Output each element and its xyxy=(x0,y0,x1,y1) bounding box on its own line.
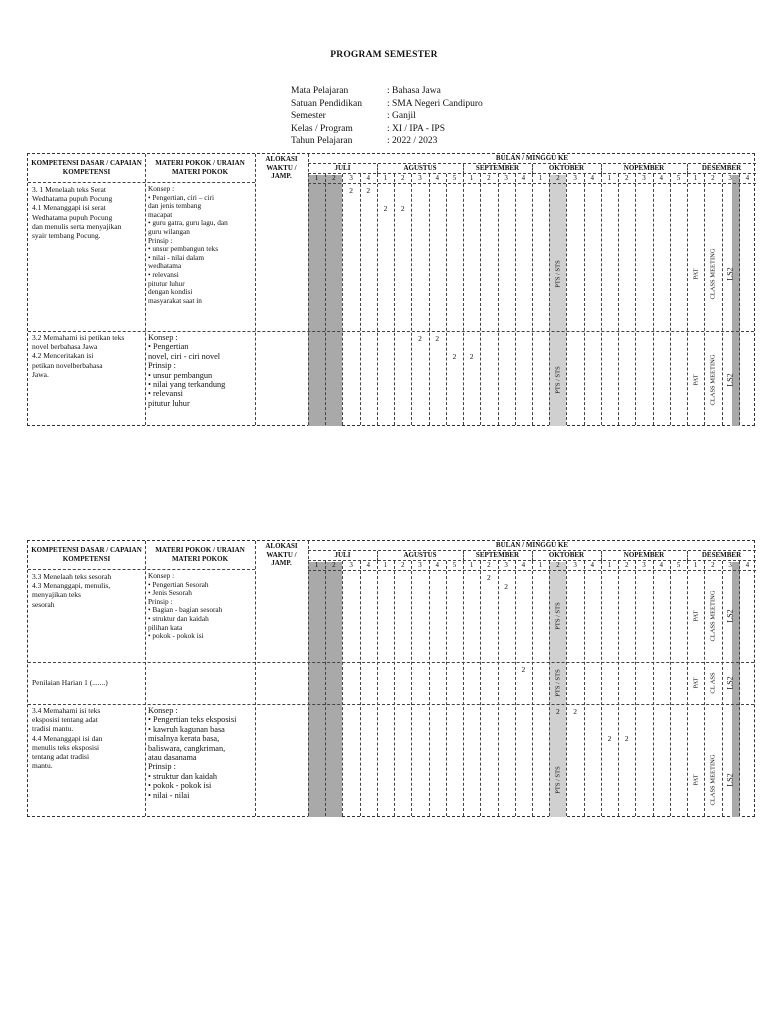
kompetensi-text xyxy=(32,678,143,687)
materi-line: atau dasanama xyxy=(148,753,197,763)
week-value: 2 xyxy=(469,352,474,361)
header-kompetensi: KOMPETENSI DASAR / CAPAIAN KOMPETENSI xyxy=(31,159,142,176)
materi-line: dan jenis tembang xyxy=(148,201,202,211)
materi-line: Konsep : xyxy=(148,706,178,715)
week-number: 1 xyxy=(607,174,612,182)
grid-line xyxy=(308,163,756,164)
table-row xyxy=(28,571,754,661)
document-info xyxy=(291,85,483,148)
month-label: JULI xyxy=(334,164,351,172)
week-number: 2 xyxy=(487,561,491,569)
week-number: 4 xyxy=(745,174,750,182)
week-number: 3 xyxy=(349,561,353,569)
week-number: 4 xyxy=(435,174,439,182)
pts-sts-marker: PTS / STS xyxy=(554,365,562,394)
ls2-marker: LS2 xyxy=(725,772,735,787)
pat-marker: PAT xyxy=(692,374,700,385)
info-row xyxy=(291,85,483,98)
materi-line: • nilai - nilai xyxy=(148,790,190,800)
class-meeting-marker: CLASS MEETING xyxy=(709,590,717,642)
ls2-marker: LS2 xyxy=(725,609,735,623)
week-value: 2 xyxy=(555,707,560,716)
pat-marker: PAT xyxy=(692,268,700,280)
materi-line: dengan kondisi xyxy=(148,287,193,297)
pat-marker: PAT xyxy=(692,774,700,785)
week-value: 2 xyxy=(366,186,371,195)
week-number: 5 xyxy=(452,561,457,569)
week-value: 2 xyxy=(607,734,612,743)
materi-line: • pokok - pokok isi xyxy=(148,631,204,641)
month-label: AGUSTUS xyxy=(403,551,437,559)
materi-line: • unsur pembangun xyxy=(148,370,213,380)
ls2-marker: LS2 xyxy=(725,676,735,690)
week-number: 3 xyxy=(642,174,646,182)
pat-marker: PAT xyxy=(692,610,700,622)
materi-line: baliswara, cangkriman, xyxy=(148,743,226,753)
week-value: 2 xyxy=(349,186,353,195)
kompetensi-text xyxy=(32,572,143,609)
week-number: 4 xyxy=(590,174,595,182)
header-alokasi: ALOKASI WAKTU / JAMP. xyxy=(265,155,298,180)
materi-line: • Pengertian Sesorah xyxy=(148,579,209,589)
info-value: : Bahasa Jawa xyxy=(387,86,441,96)
table-row xyxy=(28,184,754,328)
semester-table xyxy=(27,153,755,426)
materi-line: • unsur pembangun teks xyxy=(148,244,219,254)
materi-line: • Bagian - bagian sesorah xyxy=(148,605,223,615)
week-number: 2 xyxy=(711,174,715,182)
week-number: 3 xyxy=(573,174,577,182)
week-number: 4 xyxy=(659,174,663,182)
week-number: 2 xyxy=(711,561,715,569)
pat-marker: PAT xyxy=(692,677,700,689)
week-number: 1 xyxy=(538,561,543,569)
week-number: 3 xyxy=(349,174,353,182)
week-number: 1 xyxy=(538,174,543,182)
week-number: 3 xyxy=(728,174,732,182)
kompetensi-line: 4.1 Menanggapi isi serat xyxy=(32,203,106,213)
week-number: 3 xyxy=(573,561,577,569)
week-number: 1 xyxy=(383,174,388,182)
materi-line: • Pengertian xyxy=(148,342,189,352)
materi-line: novel, ciri - ciri novel xyxy=(148,351,221,361)
week-number: 2 xyxy=(487,174,491,182)
week-value: 2 xyxy=(452,352,457,361)
week-number: 1 xyxy=(314,561,319,569)
materi-text xyxy=(148,333,253,408)
week-number: 1 xyxy=(383,561,388,569)
materi-line: • nilai yang terkandung xyxy=(148,380,226,390)
month-label: NOPEMBER xyxy=(623,551,665,559)
month-label: SEPTEMBER xyxy=(475,551,520,559)
table-row xyxy=(28,705,754,818)
week-number: 1 xyxy=(314,174,319,182)
week-number: 2 xyxy=(401,174,405,182)
class-meeting-marker: CLASS MEETING xyxy=(709,353,717,406)
materi-line: pitutur luhur xyxy=(148,398,190,408)
kompetensi-line: 3.4 Memahami isi teks xyxy=(32,706,101,715)
week-number: 5 xyxy=(676,174,681,182)
grid-line xyxy=(28,569,255,570)
grid-line xyxy=(28,182,255,183)
materi-line: Prinsip : xyxy=(148,235,173,245)
week-number: 1 xyxy=(693,174,698,182)
kompetensi-line: 3.3 Menelaah teks sesorah xyxy=(32,572,112,581)
week-number: 4 xyxy=(659,561,663,569)
materi-line: Prinsip : xyxy=(148,762,176,772)
table-row xyxy=(28,332,754,427)
kompetensi-text xyxy=(32,333,143,379)
kompetensi-line: Penilaian Harian 1 (.......) xyxy=(32,678,108,687)
month-label: OKTOBER xyxy=(548,551,585,559)
pts-sts-marker: PTS / STS xyxy=(554,669,562,697)
kompetensi-line: tentang adat tradisi xyxy=(32,752,90,762)
materi-line: • kawruh kagunan basa xyxy=(148,724,225,734)
pts-sts-marker: PTS / STS xyxy=(554,602,562,630)
week-value: 2 xyxy=(624,734,629,743)
materi-text xyxy=(148,185,253,305)
kompetensi-line: 3.2 Memahami isi petikan teks xyxy=(32,333,125,342)
kompetensi-line: syair tembang Pocung. xyxy=(32,231,101,241)
week-number: 4 xyxy=(745,561,750,569)
month-label: DESEMBER xyxy=(701,164,742,172)
month-label: JULI xyxy=(334,551,351,559)
info-key: Satuan Pendidikan xyxy=(291,98,362,109)
kompetensi-line: Jawa. xyxy=(32,369,49,379)
header-materi: MATERI POKOK / URAIAN MATERI POKOK xyxy=(155,546,245,563)
week-number: 2 xyxy=(556,174,560,182)
info-row xyxy=(291,123,483,136)
month-label: OKTOBER xyxy=(548,164,585,172)
materi-line: • Pengertian, ciri – ciri xyxy=(148,192,214,202)
week-number: 2 xyxy=(332,561,336,569)
week-number: 1 xyxy=(693,561,698,569)
ls2-marker: LS2 xyxy=(725,267,735,281)
materi-line: • struktur dan kaidah xyxy=(148,613,209,623)
materi-line: Konsep : xyxy=(148,333,178,342)
materi-line: Prinsip : xyxy=(148,596,173,606)
week-number: 4 xyxy=(521,174,526,182)
week-number: 2 xyxy=(332,174,336,182)
materi-line: macapat xyxy=(148,209,173,219)
materi-line: wedhatama xyxy=(148,261,182,271)
materi-line: • struktur dan kaidah xyxy=(148,771,218,781)
info-value: : Ganjil xyxy=(387,111,416,121)
kompetensi-line: 3. 1 Menelaah teks Serat xyxy=(32,185,106,194)
class-meeting-marker: CLASS MEETING xyxy=(709,248,717,300)
class-meeting-marker: CLASS MEETING xyxy=(709,753,717,806)
month-label: NOPEMBER xyxy=(623,164,665,172)
info-key: Semester xyxy=(291,111,326,121)
kompetensi-line: 4.4 Menanggapi isi dan xyxy=(32,733,103,743)
grid-line xyxy=(308,550,756,551)
materi-text xyxy=(148,572,253,641)
kompetensi-line: 4.2 Menceritakan isi xyxy=(32,351,94,361)
info-key: Mata Pelajaran xyxy=(291,86,349,96)
info-value: : SMA Negeri Candipuro xyxy=(387,98,483,109)
month-label: SEPTEMBER xyxy=(475,164,520,172)
week-number: 2 xyxy=(401,561,405,569)
week-number: 2 xyxy=(625,174,629,182)
materi-text xyxy=(148,706,253,800)
materi-line: Konsep : xyxy=(148,184,175,193)
week-number: 4 xyxy=(590,561,595,569)
semester-table xyxy=(27,540,755,817)
kompetensi-line: sesorah xyxy=(32,599,55,609)
materi-line: misalnya kerata basa, xyxy=(148,734,220,744)
info-row xyxy=(291,135,483,148)
kompetensi-line: dan menulis serta menyajikan xyxy=(32,221,122,231)
materi-line: • relevansi xyxy=(148,389,183,399)
week-value: 2 xyxy=(400,204,405,213)
table-row xyxy=(28,663,754,703)
materi-line: pitutur luhur xyxy=(148,278,185,288)
materi-line: guru wilangan xyxy=(148,226,190,236)
info-row xyxy=(291,98,483,111)
info-key: Kelas / Program xyxy=(291,123,353,134)
kompetensi-line: petikan novelberbahasa xyxy=(32,360,103,370)
class-meeting-marker: CL ASS xyxy=(709,672,717,694)
info-key: Tahun Pelajaran xyxy=(291,136,353,146)
week-number: 2 xyxy=(556,561,560,569)
kompetensi-text xyxy=(32,706,143,770)
week-number: 1 xyxy=(607,561,612,569)
week-value: 2 xyxy=(504,582,509,591)
week-number: 3 xyxy=(418,561,422,569)
week-value: 2 xyxy=(487,573,491,582)
kompetensi-line: menyajikan teks xyxy=(32,590,81,600)
month-label: DESEMBER xyxy=(701,551,742,559)
month-label: AGUSTUS xyxy=(403,164,437,172)
kompetensi-line: novel berbahasa Jawa xyxy=(32,342,98,352)
info-row xyxy=(291,110,483,123)
week-number: 2 xyxy=(625,561,629,569)
materi-line: Prinsip : xyxy=(148,361,176,371)
header-materi: MATERI POKOK / URAIAN MATERI POKOK xyxy=(155,159,245,176)
header-bulan: BULAN / MINGGU KE xyxy=(495,154,569,162)
kompetensi-line: mantu. xyxy=(32,761,53,771)
kompetensi-text xyxy=(32,185,143,240)
header-kompetensi: KOMPETENSI DASAR / CAPAIAN KOMPETENSI xyxy=(31,546,142,563)
kompetensi-line: Wedhatama pupuh Pocung xyxy=(32,194,113,204)
kompetensi-line: tradisi mantu. xyxy=(32,724,74,734)
week-number: 1 xyxy=(469,174,474,182)
kompetensi-line: eksposisi tentang adat xyxy=(32,715,98,725)
week-value: 2 xyxy=(383,204,388,213)
materi-line: • Pengertian teks eksposisi xyxy=(148,715,237,725)
materi-line: pilihan kata xyxy=(148,622,183,632)
week-number: 1 xyxy=(469,561,474,569)
week-number: 3 xyxy=(728,561,732,569)
week-value: 2 xyxy=(435,334,440,343)
week-number: 3 xyxy=(418,174,422,182)
materi-line: • relevansi xyxy=(148,269,179,279)
header-bulan: BULAN / MINGGU KE xyxy=(495,541,569,549)
week-number: 4 xyxy=(366,561,371,569)
week-number: 3 xyxy=(504,561,508,569)
week-value: 2 xyxy=(573,707,577,716)
materi-line: • guru gatra, guru lagu, dan xyxy=(148,218,228,228)
pts-sts-marker: PTS / STS xyxy=(554,765,562,794)
week-value: 2 xyxy=(521,665,526,674)
materi-line: Konsep : xyxy=(148,571,175,580)
week-number: 3 xyxy=(642,561,646,569)
ls2-marker: LS2 xyxy=(725,372,735,387)
week-value: 2 xyxy=(418,334,422,343)
week-number: 5 xyxy=(676,561,681,569)
week-number: 4 xyxy=(366,174,371,182)
kompetensi-line: 4.3 Menanggapi, menulis, xyxy=(32,581,111,591)
week-number: 4 xyxy=(521,561,526,569)
materi-line: • nilai - nilai dalam xyxy=(148,252,205,262)
kompetensi-line: menulis teks eksposisi xyxy=(32,742,100,752)
materi-line: masyarakat saat in xyxy=(148,295,202,305)
materi-line: • pokok - pokok isi xyxy=(148,781,212,791)
week-number: 3 xyxy=(504,174,508,182)
header-alokasi: ALOKASI WAKTU / JAMP. xyxy=(265,542,298,567)
pts-sts-marker: PTS / STS xyxy=(554,260,562,288)
week-number: 4 xyxy=(435,561,439,569)
materi-line: • Jenis Sesorah xyxy=(148,588,192,598)
info-value: : 2022 / 2023 xyxy=(387,136,438,146)
page-title: PROGRAM SEMESTER xyxy=(330,50,438,60)
info-value: : XI / IPA - IPS xyxy=(387,123,445,134)
kompetensi-line: Wedhatama pupuh Pocung xyxy=(32,212,113,222)
week-number: 5 xyxy=(452,174,457,182)
